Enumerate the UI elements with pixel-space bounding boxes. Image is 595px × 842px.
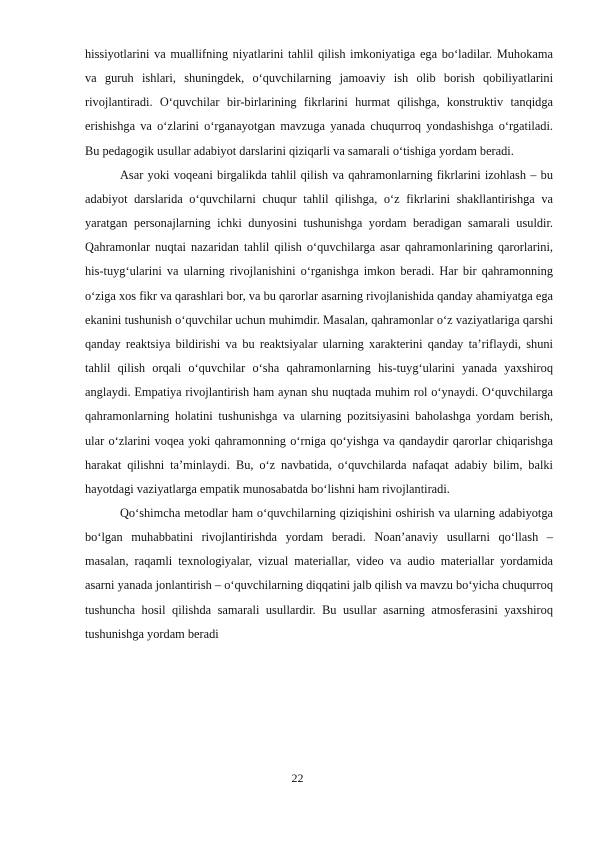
- paragraph-1: hissiyotlarini va muallifning niyatlarini tahlil qilish imkoniyatiga ega bo‘ladilar. Muhokama va guruh ishlari, shuningdek, o‘quvchilarning jamoaviy ish olib borish qobiliyatlarini rivojlantiradi. O‘quvchilar bir-birlarining fikrlarini hurmat qilishga, konstruktiv tanqidga erishishga va o‘zlarini o‘rganayotgan mavzuga yanada chuqurroq yondashishga o‘rgatiladi. Bu pedagogik usullar adabiyot darslarini qiziqarli va samarali o‘tishiga yordam beradi.: [85, 47, 553, 158]
- paragraph-3: Qo‘shimcha metodlar ham o‘quvchilarning qiziqishini oshirish va ularning adabiyotga bo‘lgan muhabbatini rivojlantirishda yordam beradi. Noan’anaviy usullarni qo‘llash – masalan, raqamli texnologiyalar, vizual materiallar, video va audio materiallar yordamida asarni yanada jonlantirish – o‘quvchilarning diqqatini jalb qilish va mavzu bo‘yicha chuqurroq tushuncha hosil qilishda samarali usullardir. Bu usullar asarning atmosferasini yaxshiroq tushunishga yordam beradi: [85, 505, 553, 641]
- body-text: [85, 42, 553, 646]
- paragraph-2: Asar yoki voqeani birgalikda tahlil qilish va qahramonlarning fikrlarini izohlash – bu adabiyot darslarida o‘quvchilarni chuqur tahlil qilishga, o‘z fikrlarini shakllantirishga va yaratgan personajlarning ichki dunyosini tushunishga yordam beradigan samarali usuldir. Qahramonlar nuqtai nazaridan tahlil qilish o‘quvchilarga asar qahramonlarining qarorlarini, his-tuyg‘ularini va ularning rivojlanishini o‘rganishga imkon beradi. Har bir qahramonning o‘ziga xos fikr va qarashlari bor, va bu qarorlar asarning rivojlanishida qanday ahamiyatga ega ekanini tushunish o‘quvchilar uchun muhimdir. Masalan, qahramonlar o‘z vaziyatlariga qarshi qanday reaktsiya bildirishi va bu reaktsiyalar ularning xarakterini qanday ta’riflaydi, shuni tahlil qilish orqali o‘quvchilar o‘sha qahramonlarning his-tuyg‘ularini yanada yaxshiroq anglaydi. Empatiya rivojlantirish ham aynan shu nuqtada muhim rol o‘ynaydi. O‘quvchilarga qahramonlarning holatini tushunishga va ularning pozitsiyasini baholashga yordam berish, ular o‘zlarini voqea yoki qahramonning o‘rniga qo‘yishga va qandaydir qarorlar chiqarishga harakat qilishni ta’minlaydi. Bu, o‘z navbatida, o‘quvchilarda nafaqat adabiy bilim, balki hayotdagi vaziyatlarga empatik munosabatda bo‘lishni ham rivojlantiradi.: [85, 167, 553, 496]
- page-number: 22: [291, 771, 304, 785]
